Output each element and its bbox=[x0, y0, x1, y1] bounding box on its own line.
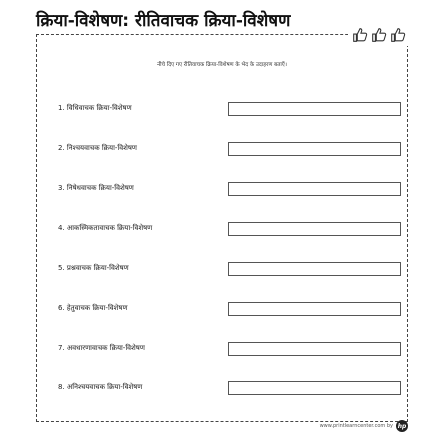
question-label: 6. हेतुवाचक क्रिया-विशेषण bbox=[58, 304, 128, 312]
answer-box[interactable] bbox=[228, 102, 401, 116]
question-row bbox=[58, 142, 402, 158]
question-label: 2. निश्चयवाचक क्रिया-विशेषण bbox=[58, 144, 137, 152]
answer-box[interactable] bbox=[228, 222, 401, 236]
question-label: 7. अवधारणावाचक क्रिया-विशेषण bbox=[58, 344, 145, 352]
answer-box[interactable] bbox=[228, 342, 401, 356]
question-row bbox=[58, 381, 402, 397]
thumbs-up-icon bbox=[389, 26, 407, 44]
answer-box[interactable] bbox=[228, 262, 401, 276]
question-label: 1. विधिवाचक क्रिया-विशेषण bbox=[58, 104, 132, 112]
question-label: 3. निषेधवाचक क्रिया-विशेषण bbox=[58, 184, 134, 192]
worksheet-title: क्रिया-विशेषण: रीतिवाचक क्रिया-विशेषण bbox=[36, 11, 291, 31]
thumbs-up-icon bbox=[351, 26, 369, 44]
question-row bbox=[58, 102, 402, 118]
answer-box[interactable] bbox=[228, 302, 401, 316]
hp-logo-icon: hp bbox=[396, 420, 408, 432]
question-label: 5. प्रश्नवाचक क्रिया-विशेषण bbox=[58, 264, 129, 272]
question-row bbox=[58, 182, 402, 198]
question-row bbox=[58, 262, 402, 278]
answer-box[interactable] bbox=[228, 182, 401, 196]
footer-url[interactable]: www.printlearncenter.com by bbox=[319, 423, 393, 429]
answer-box[interactable] bbox=[228, 142, 401, 156]
instruction-text: नीचे दिए गए रीतिवाचक क्रिया-विशेषण के भेद के उदाहरण बताएँ। bbox=[157, 62, 287, 68]
question-label: 8. अनिश्चयवाचक क्रिया-विशेषण bbox=[58, 383, 143, 391]
footer-credit bbox=[320, 420, 408, 432]
thumbs-up-decoration bbox=[348, 24, 410, 46]
question-row bbox=[58, 222, 402, 238]
question-label: 4. आकस्मिकतावाचक क्रिया-विशेषण bbox=[58, 224, 153, 232]
question-row bbox=[58, 342, 402, 358]
thumbs-up-icon bbox=[370, 26, 388, 44]
answer-box[interactable] bbox=[228, 381, 401, 395]
question-row bbox=[58, 302, 402, 318]
